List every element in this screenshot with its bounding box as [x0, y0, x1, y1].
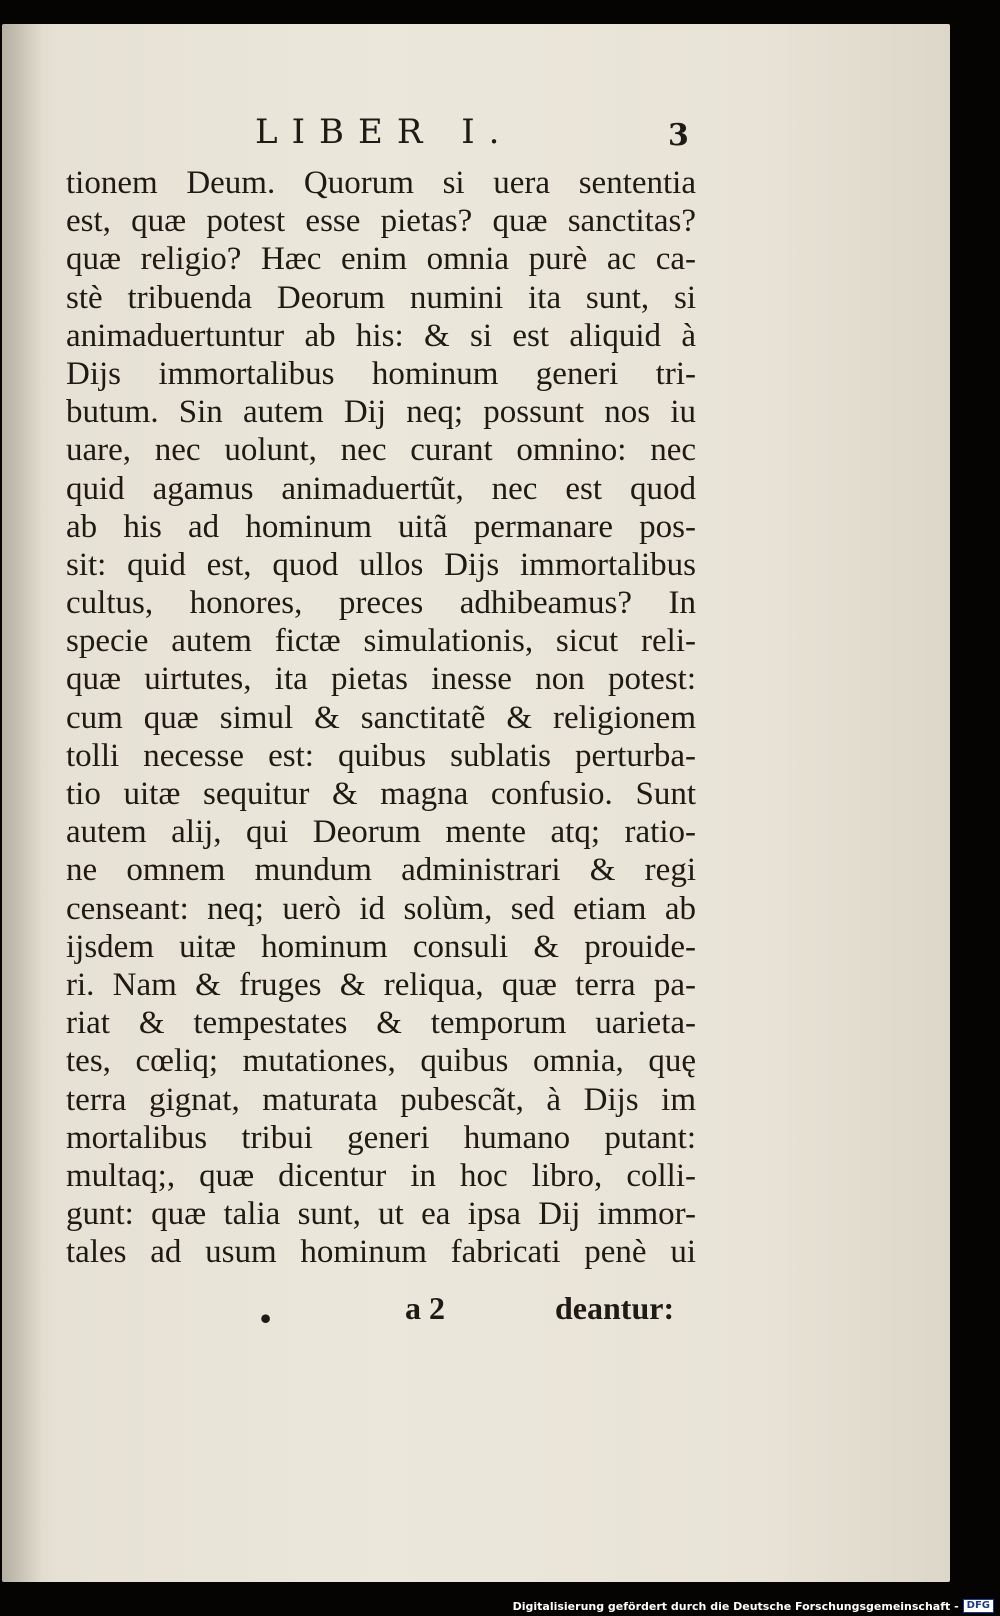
- text-line: tio uitæ sequitur & magna confusio. Sunt: [66, 776, 696, 812]
- page-number: 3: [668, 118, 689, 153]
- text-line: tolli necesse est: quibus sublatis perturba-: [66, 737, 696, 774]
- credit-text: Digitalisierung gefördert durch die Deutsche Forschungsgemeinschaft -: [512, 1599, 959, 1613]
- body-text: [66, 164, 696, 1271]
- text-line: tales ad usum hominum fabricati penè ui: [66, 1234, 696, 1271]
- text-line: gunt: quæ talia sunt, ut ea ipsa Dij immor-: [66, 1196, 696, 1233]
- text-line: ijsdem uitæ hominum consuli & prouide-: [66, 928, 696, 965]
- text-line: ab his ad hominum uitã permanare pos-: [66, 508, 696, 545]
- text-line: riat & tempestates & temporum uarieta-: [66, 1005, 696, 1042]
- text-line: tes, cœliq; mutationes, quibus omnia, quę: [66, 1043, 696, 1080]
- text-line: ne omnem mundum administrari & regi: [66, 852, 696, 889]
- gutter-shadow: [2, 24, 42, 1582]
- text-line: quæ religio? Hæc enim omnia purè ac ca-: [66, 241, 696, 278]
- text-line: specie autem fictæ simulationis, sicut reli-: [66, 623, 696, 660]
- text-line: cultus, honores, preces adhibeamus? In: [66, 585, 696, 622]
- dfg-logo: DFG: [963, 1599, 994, 1613]
- text-line: quid agamus animaduertũt, nec est quod: [66, 470, 696, 507]
- text-line: butum. Sin autem Dij neq; possunt nos iu: [66, 394, 696, 431]
- text-line: terra gignat, maturata pubescãt, à Dijs im: [66, 1081, 696, 1118]
- text-line: tionem Deum. Quorum si uera sententia: [66, 165, 696, 201]
- text-line: censeant: neq; uerò id solùm, sed etiam ab: [66, 890, 696, 927]
- text-line: est, quæ potest esse pietas? quæ sanctitas?: [66, 203, 696, 240]
- signature-mark: a 2: [405, 1290, 445, 1326]
- text-line: animaduertuntur ab his: & si est aliquid à: [66, 317, 696, 354]
- text-line: cum quæ simul & sanctitatẽ & religionem: [66, 699, 696, 736]
- text-line: mortalibus tribui generi humano putant:: [66, 1119, 696, 1156]
- text-line: Dijs immortalibus hominum generi tri-: [66, 355, 696, 392]
- signature-dot: •: [260, 1300, 272, 1336]
- digitization-credit: [513, 1599, 994, 1613]
- catchword: deantur:: [555, 1290, 675, 1326]
- text-line: sit: quid est, quod ullos Dijs immortalibus: [66, 546, 696, 583]
- text-line: stè tribuenda Deorum numini ita sunt, si: [66, 279, 696, 316]
- running-head: LIBER I.: [255, 112, 514, 152]
- text-line: ri. Nam & fruges & reliqua, quæ terra pa-: [66, 966, 696, 1003]
- text-line: uare, nec uolunt, nec curant omnino: nec: [66, 432, 696, 469]
- text-line: multaq;, quæ dicentur in hoc libro, colli-: [66, 1157, 696, 1194]
- text-line: autem alij, qui Deorum mente atq; ratio-: [66, 814, 696, 851]
- text-line: quæ uirtutes, ita pietas inesse non potest:: [66, 661, 696, 698]
